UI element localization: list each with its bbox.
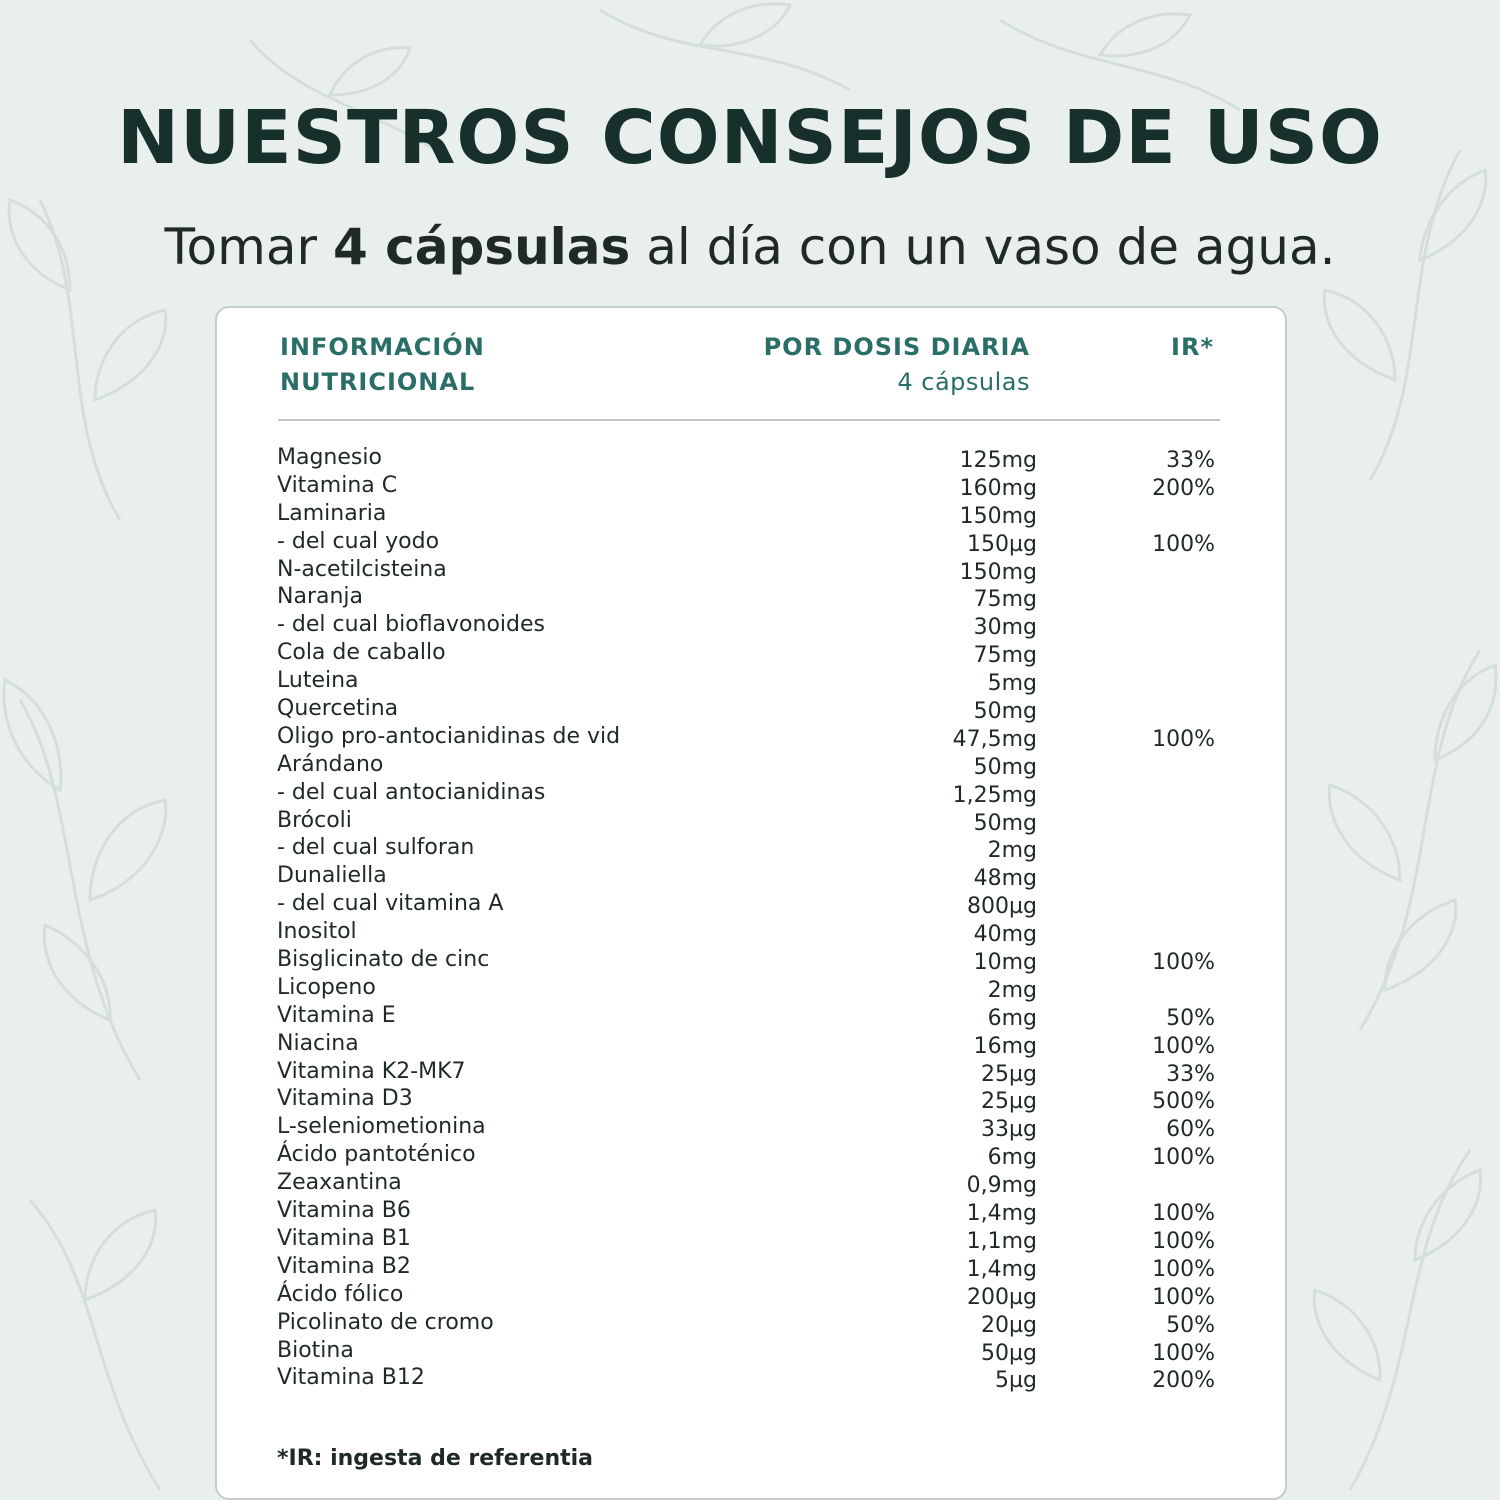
nutrient-name: Ácido pantoténico	[277, 1142, 476, 1168]
nutrient-ir: 100%	[1152, 950, 1215, 976]
nutrient-amount: 1,4mg	[966, 1256, 1037, 1282]
nutrient-amount: 6mg	[987, 1145, 1037, 1171]
nutrient-name: Vitamina B1	[277, 1225, 411, 1251]
nutrient-amount: 50µg	[981, 1340, 1037, 1366]
nutrient-name: Cola de caballo	[277, 640, 446, 666]
nutrient-ir: 500%	[1152, 1089, 1215, 1115]
header-ir	[1120, 330, 1214, 365]
usage-instructions	[0, 218, 1500, 276]
nutrient-amount: 16mg	[973, 1033, 1037, 1059]
nutrient-amount: 160mg	[959, 475, 1037, 501]
table-row	[277, 639, 1222, 667]
nutrient-name: Arándano	[277, 751, 384, 777]
header-info-line2: NUTRICIONAL	[280, 368, 476, 396]
nutrient-ir: 100%	[1152, 1284, 1215, 1310]
nutrient-name: L-seleniometionina	[277, 1114, 486, 1140]
nutrient-amount: 6mg	[987, 1005, 1037, 1031]
table-row	[277, 862, 1222, 890]
nutrient-ir: 100%	[1152, 1340, 1215, 1366]
nutrient-amount: 25µg	[981, 1089, 1037, 1115]
nutrient-name: Laminaria	[277, 500, 387, 526]
table-row	[277, 556, 1222, 584]
usage-prefix: Tomar	[164, 218, 333, 276]
nutrient-ir: 33%	[1166, 1061, 1215, 1087]
nutrient-name: Brócoli	[277, 807, 352, 833]
nutrient-amount: 0,9mg	[966, 1173, 1037, 1199]
nutrient-name: Zeaxantina	[277, 1170, 402, 1196]
table-row	[277, 472, 1222, 500]
nutrient-amount: 50mg	[973, 754, 1037, 780]
table-row	[277, 1197, 1222, 1225]
table-row	[277, 834, 1222, 862]
nutrient-name: Niacina	[277, 1030, 359, 1056]
table-row	[277, 1364, 1222, 1392]
table-row	[277, 946, 1222, 974]
table-row	[277, 1253, 1222, 1281]
nutrient-name: N-acetilcisteina	[277, 556, 447, 582]
nutrient-amount: 50mg	[973, 699, 1037, 725]
table-row	[277, 751, 1222, 779]
table-row	[277, 1113, 1222, 1141]
nutrient-name: - del cual bioflavonoides	[277, 612, 545, 638]
nutrient-amount: 1,1mg	[966, 1228, 1037, 1254]
table-row	[277, 1337, 1222, 1365]
nutrient-name: Naranja	[277, 584, 364, 610]
usage-dose-bold: 4 cápsulas	[332, 218, 631, 276]
nutrient-ir: 100%	[1152, 726, 1215, 752]
table-row	[277, 583, 1222, 611]
nutrient-amount: 75mg	[973, 587, 1037, 613]
nutrient-name: Biotina	[277, 1337, 354, 1363]
nutrient-name: - del cual yodo	[277, 528, 440, 554]
nutrient-amount: 75mg	[973, 643, 1037, 669]
table-row	[277, 667, 1222, 695]
table-row	[277, 1169, 1222, 1197]
nutrient-amount: 1,4mg	[966, 1201, 1037, 1227]
nutrient-amount: 150mg	[959, 559, 1037, 585]
nutrient-amount: 2mg	[987, 977, 1037, 1003]
nutrient-name: Inositol	[277, 919, 357, 945]
table-row	[277, 500, 1222, 528]
nutrient-amount: 30mg	[973, 615, 1037, 641]
usage-suffix: al día con un vaso de agua.	[630, 218, 1336, 276]
table-row	[277, 1225, 1222, 1253]
table-row	[277, 528, 1222, 556]
nutrient-ir: 33%	[1166, 448, 1215, 473]
nutrient-name: Picolinato de cromo	[277, 1309, 494, 1335]
nutrient-amount: 47,5mg	[952, 726, 1037, 752]
nutrient-ir: 100%	[1152, 1228, 1215, 1254]
nutrient-amount: 50mg	[973, 810, 1037, 836]
table-row	[277, 723, 1222, 751]
nutrient-name: Oligo pro-antocianidinas de vid	[277, 723, 621, 749]
nutrient-amount: 5mg	[987, 671, 1037, 697]
nutrient-ir: 100%	[1152, 1145, 1215, 1171]
nutrient-ir: 100%	[1152, 1256, 1215, 1282]
nutrient-ir: 50%	[1166, 1005, 1215, 1031]
nutrient-name: Vitamina B6	[277, 1198, 411, 1224]
nutrient-name: Magnesio	[277, 445, 382, 470]
nutrient-name: Luteina	[277, 668, 359, 694]
nutrient-amount: 20µg	[981, 1312, 1037, 1338]
nutrient-amount: 25µg	[981, 1061, 1037, 1087]
table-row	[277, 779, 1222, 807]
nutrient-name: - del cual sulforan	[277, 835, 475, 861]
table-row	[277, 890, 1222, 918]
nutrient-amount: 150µg	[967, 531, 1037, 557]
nutrient-name: Vitamina C	[277, 472, 398, 498]
nutrient-amount: 40mg	[973, 922, 1037, 948]
nutrient-name: Ácido fólico	[277, 1281, 404, 1307]
nutrient-amount: 1,25mg	[952, 782, 1037, 808]
nutrient-ir: 50%	[1166, 1312, 1215, 1338]
nutrient-name: Dunaliella	[277, 863, 387, 889]
header-divider	[278, 419, 1220, 421]
table-row	[277, 1281, 1222, 1309]
header-daily-dose	[700, 330, 1030, 400]
table-row	[277, 695, 1222, 723]
nutrient-ir: 60%	[1166, 1117, 1215, 1143]
nutrient-ir: 100%	[1152, 531, 1215, 557]
nutrient-amount: 10mg	[973, 950, 1037, 976]
nutrient-name: Vitamina K2-MK7	[277, 1058, 466, 1084]
nutrient-amount: 200µg	[967, 1284, 1037, 1310]
nutrient-amount: 48mg	[973, 866, 1037, 892]
header-ir-label: IR*	[1171, 333, 1214, 361]
nutrient-amount: 5µg	[995, 1368, 1037, 1394]
nutrient-name: Quercetina	[277, 696, 399, 722]
footnote: *IR: ingesta de referentia	[277, 1446, 594, 1471]
nutrient-name: - del cual antocianidinas	[277, 779, 546, 805]
nutrient-ir: 100%	[1152, 1201, 1215, 1227]
nutrient-name: Vitamina B12	[277, 1365, 425, 1391]
nutrient-ir: 200%	[1152, 475, 1215, 501]
nutrient-name: Vitamina D3	[277, 1086, 413, 1112]
nutrition-rows	[277, 444, 1222, 1392]
nutrient-name: Vitamina E	[277, 1002, 396, 1028]
header-dose-sub: 4 cápsulas	[897, 368, 1030, 396]
table-row	[277, 611, 1222, 639]
header-nutrition-info	[280, 330, 485, 400]
nutrient-amount: 800µg	[967, 894, 1037, 920]
nutrient-amount: 33µg	[981, 1117, 1037, 1143]
nutrient-amount: 2mg	[987, 838, 1037, 864]
nutrient-amount: 125mg	[959, 448, 1037, 473]
table-row	[277, 1002, 1222, 1030]
nutrient-ir: 100%	[1152, 1033, 1215, 1059]
table-row	[277, 1058, 1222, 1086]
table-row	[277, 1309, 1222, 1337]
nutrient-ir: 200%	[1152, 1368, 1215, 1394]
table-row	[277, 974, 1222, 1002]
nutrient-name: Bisglicinato de cinc	[277, 947, 490, 973]
header-dose-label: POR DOSIS DIARIA	[763, 333, 1030, 361]
table-row	[277, 918, 1222, 946]
table-row	[277, 1141, 1222, 1169]
table-row	[277, 1030, 1222, 1058]
nutrient-amount: 150mg	[959, 503, 1037, 529]
nutrient-name: - del cual vitamina A	[277, 891, 504, 917]
nutrient-name: Licopeno	[277, 974, 376, 1000]
header-info-line1: INFORMACIÓN	[280, 333, 485, 361]
page-title: NUESTROS CONSEJOS DE USO	[117, 95, 1383, 181]
table-row	[277, 444, 1222, 472]
table-row	[277, 1085, 1222, 1113]
nutrient-name: Vitamina B2	[277, 1253, 411, 1279]
table-row	[277, 807, 1222, 835]
